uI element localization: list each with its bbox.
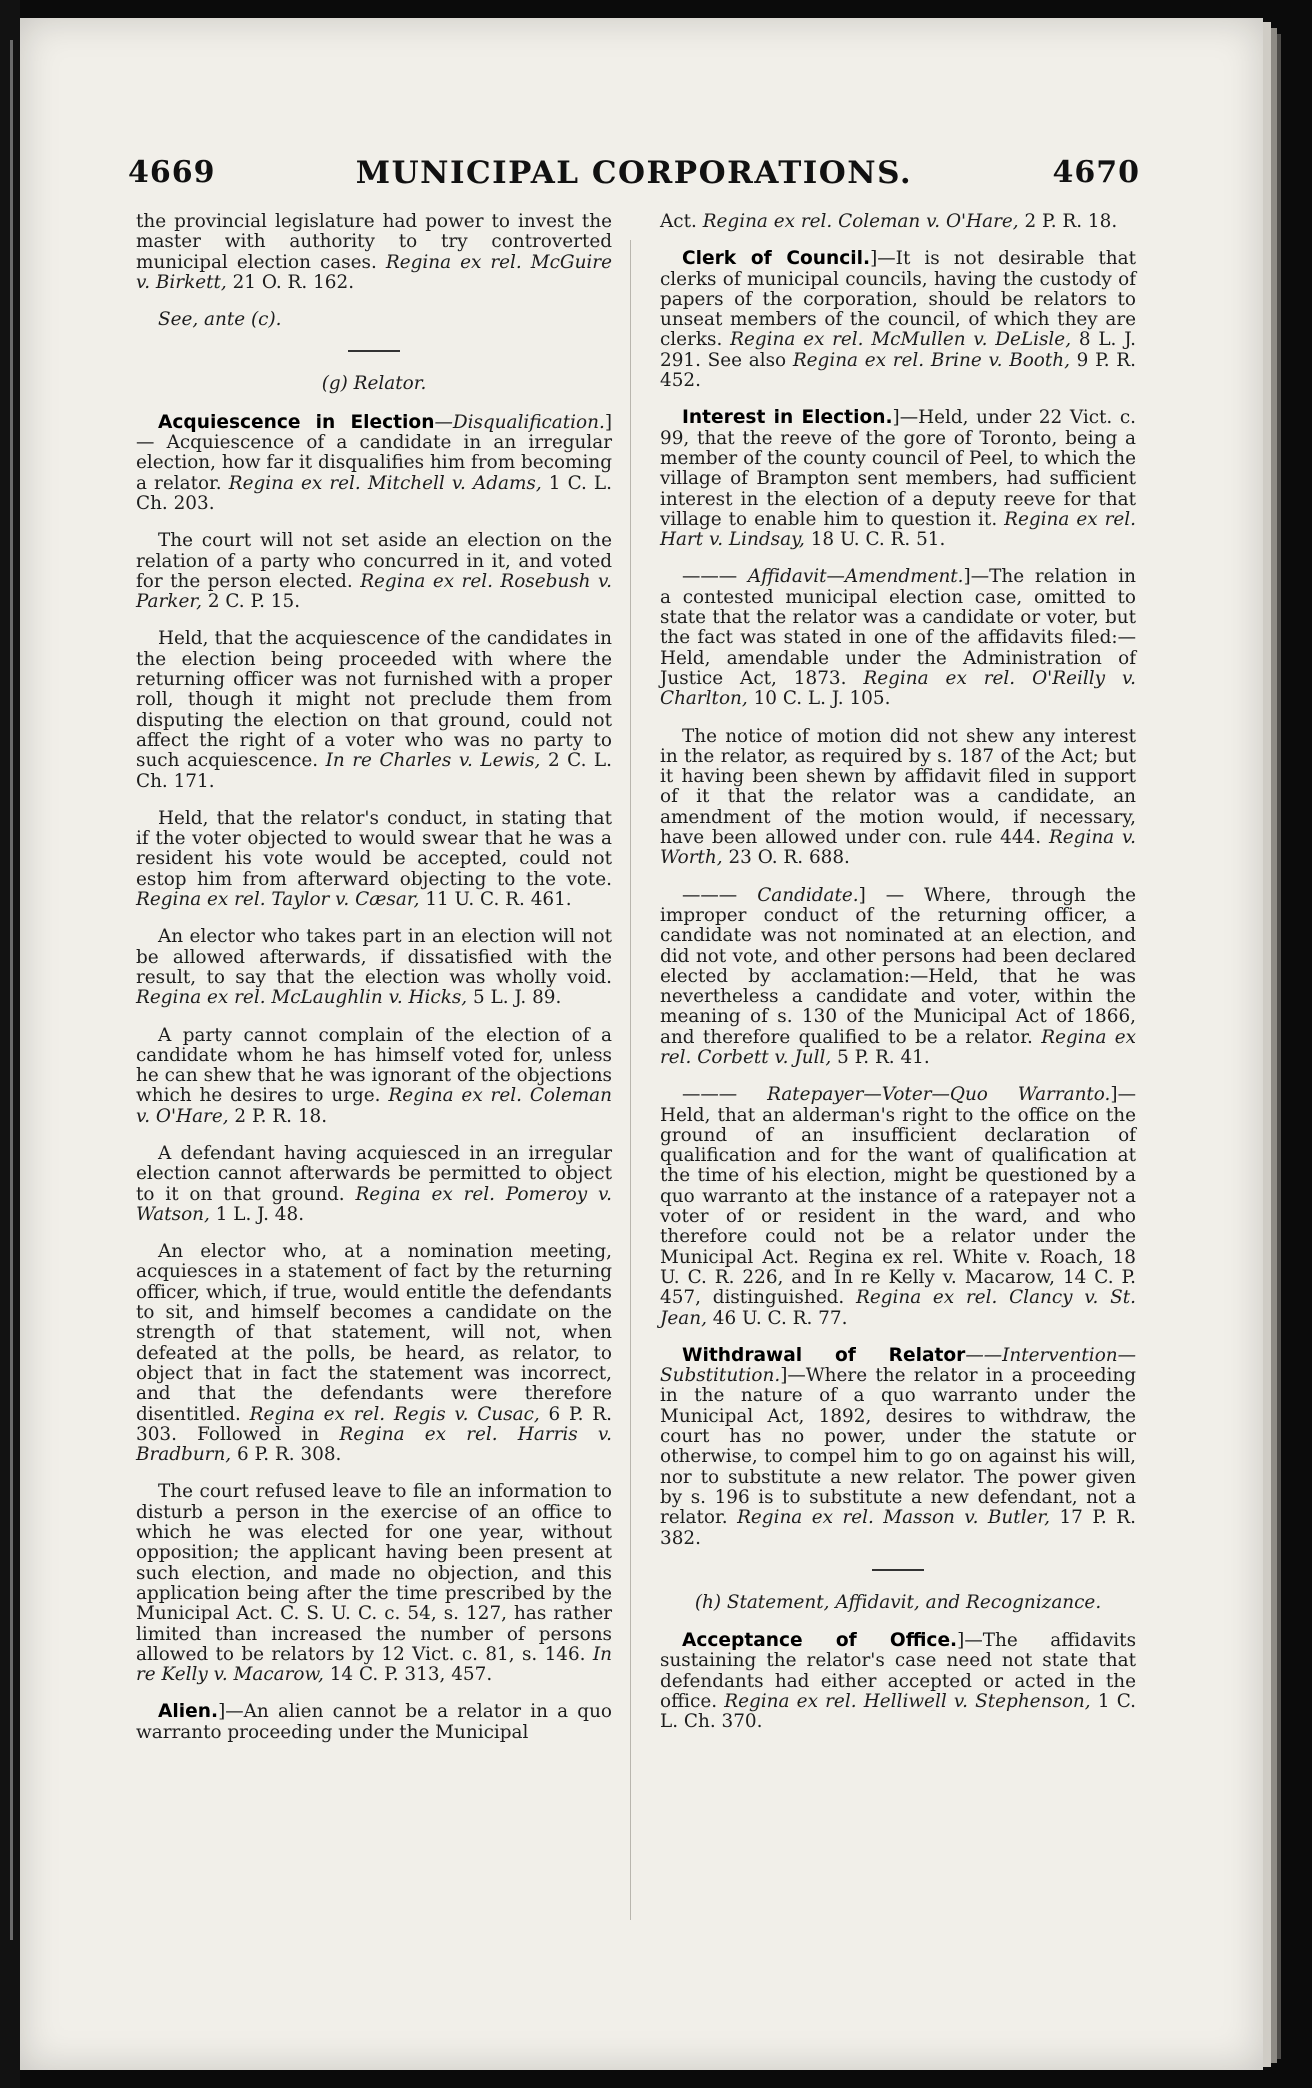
case-citation: Regina ex rel. Coleman v. O'Hare,	[702, 211, 1019, 232]
paragraph: ——— Affidavit—Amendment.]—The relation in a contested municipal election case, omitted to state that the relator was a candidate or voter, but the fact was stated in one of the affidavits filed:—Held, amendable under the Administration of Justice Act, 1873. Regina ex rel. O'Reilly v. Charlton, 10 C. L. J. 105.	[660, 566, 1136, 710]
section-rule	[348, 350, 400, 352]
topic-heading: Alien.	[158, 1701, 219, 1723]
left-page-number: 4669	[128, 155, 216, 190]
page-edge	[1277, 34, 1281, 2059]
case-citation: In re Charles v. Lewis,	[325, 750, 541, 772]
case-citation: Regina ex rel. Brine v. Booth,	[792, 349, 1070, 371]
case-citation: Regina ex rel. Rosebush v. Parker,	[136, 570, 612, 613]
case-citation: In re Kelly v. Macarow,	[136, 1643, 612, 1686]
paragraph: Act. Regina ex rel. Coleman v. O'Hare, 2 P. R. 18.	[660, 211, 1118, 232]
paragraph: The court will not set aside an election on the relation of a party who concurred in it, and voted for the person elected. Regina ex rel. Rosebush v. Parker, 2 C. P. 15.	[136, 530, 612, 613]
subtopic: ——Intervention—Substitution.	[660, 1344, 1136, 1387]
running-title: MUNICIPAL CORPORATIONS.	[355, 155, 913, 191]
paragraph: Held, that the relator's conduct, in stating that if the voter objected to would swear that he was a resident his vote would be accepted, could not estop him from afterward objecting to the vote. Regina ex rel. Taylor v. Cæsar, 11 U. C. R. 461.	[136, 807, 612, 911]
case-citation: Regina ex rel. Masson v. Butler,	[737, 1507, 1051, 1529]
case-citation: Regina ex rel. Taylor v. Cæsar,	[136, 889, 420, 911]
right-page-number: 4670	[1052, 155, 1140, 190]
topic-heading: Acquiescence in Election	[158, 411, 435, 433]
topic-heading: Withdrawal of Relator	[682, 1344, 966, 1366]
paragraph: The court refused leave to file an information to disturb a person in the exercise of an office to which he was elected for one year, without opposition; the applicant having been present at such election, and made no objection, and this application being after the time prescribed by the Municipal Act. C. S. U. C. c. 54, s. 127, has rather limited than increased the number of persons allowed to be relators by 12 Vict. c. 81, s. 146. In re Kelly v. Macarow, 14 C. P. 313, 457.	[136, 1481, 612, 1686]
case-citation: Regina v. Worth,	[660, 827, 1136, 869]
case-citation: Regina ex rel. Clancy v. St. Jean,	[660, 1287, 1136, 1329]
cross-reference: See, ante (c).	[158, 309, 282, 331]
case-citation: Regina ex rel. Pomeroy v. Watson,	[136, 1183, 612, 1225]
paragraph: A party cannot complain of the election of a candidate whom he has himself voted for, unless he can shew that he was ignorant of the objections which he desires to urge. Regina ex rel. Coleman v. O'Hare, 2 P. R. 18.	[136, 1024, 612, 1127]
paragraph: Alien.]—An alien cannot be a relator in a quo warranto proceeding under the Municipal	[136, 1701, 612, 1743]
paragraph: Held, that the acquiescence of the candidates in the election being proceeded with where the returning officer was not furnished with a proper roll, though it might not preclude them from disputing the election on that ground, could not affect the right of a voter who was no party to such acquiescence. In re Charles v. Lewis, 2 C. L. Ch. 171.	[136, 628, 612, 792]
left-column	[136, 212, 612, 1760]
topic-heading: Interest in Election.	[682, 407, 893, 429]
paragraph: Clerk of Council.]—It is not desirable that clerks of municipal councils, having the custody of papers of the corporation, should be relators to unseat members of the council, of which they are clerks. Regina ex rel. McMullen v. DeLisle, 8 L. J. 291. See also Regina ex rel. Brine v. Booth, 9 P. R. 452.	[660, 248, 1137, 392]
book-spine	[0, 0, 20, 2088]
case-citation: Regina ex rel. McLaughlin v. Hicks,	[136, 987, 468, 1009]
case-citation: Regina ex rel. Mitchell v. Adams,	[228, 472, 542, 494]
paragraph: A defendant having acquiesced in an irregular election cannot afterwards be permitted to object to it on that ground. Regina ex rel. Pomeroy v. Watson, 1 L. J. 48.	[136, 1142, 612, 1225]
subtopic: Candidate.	[757, 884, 859, 906]
paragraph: Withdrawal of Relator——Intervention—Substitution.]—Where the relator in a proceeding in the nature of a quo warranto under the Municipal Act, 1892, desires to withdraw, the court has no power, under the statute or otherwise, to compel him to go on against his will, nor to substitute a new relator. The power given by s. 196 is to substitute a new defendant, not a relator. Regina ex rel. Masson v. Butler, 17 P. R. 382.	[660, 1344, 1136, 1549]
paragraph: the provincial legislature had power to invest the master with authority to try controverted municipal election cases. Regina ex rel. McGuire v. Birkett, 21 O. R. 162.	[136, 211, 612, 293]
section-heading: (h) Statement, Affidavit, and Recognizance.	[694, 1591, 1102, 1613]
subtopic: Affidavit—Amendment.	[747, 566, 964, 588]
paragraph: Acceptance of Office.]—The affidavits sustaining the relator's case need not state that defendants had either accepted or acted in the office. Regina ex rel. Helliwell v. Stephenson, 1 C. L. Ch. 370.	[660, 1630, 1137, 1733]
page-header	[128, 155, 1140, 205]
spine-edge	[10, 40, 13, 1940]
topic-heading: Acceptance of Office.	[682, 1630, 958, 1652]
paragraph: Interest in Election.]—Held, under 22 Vict. c. 99, that the reeve of the gore of Toronto, being a member of the county council of Peel, to which the village of Brampton sent members, had sufficient interest in the election of a deputy reeve for that village to enable him to question it. Regina ex rel. Hart v. Lindsay, 18 U. C. R. 51.	[660, 407, 1137, 551]
paragraph: ——— Candidate.] — Where, through the improper conduct of the returning officer, a candidate was not nominated at an election, and did not vote, and other persons had been declared elected by acclamation:—Held, that he was nevertheless a candidate and voter, within the meaning of s. 130 of the Municipal Act of 1866, and therefore qualified to be a relator. Regina ex rel. Corbett v. Jull, 5 P. R. 41.	[660, 884, 1136, 1068]
paragraph: Acquiescence in Election—Disqualification.] — Acquiescence of a candidate in an irregular election, how far it disqualifies him from becoming a relator. Regina ex rel. Mitchell v. Adams, 1 C. L. Ch. 203.	[136, 411, 612, 514]
topic-heading: Clerk of Council.	[682, 248, 871, 270]
paragraph: An elector who takes part in an election will not be allowed afterwards, if dissatisfied with the result, to say that the election was wholly void. Regina ex rel. McLaughlin v. Hicks, 5 L. J. 89.	[136, 926, 612, 1009]
case-citation: Regina ex rel. Helliwell v. Stephenson,	[724, 1691, 1091, 1712]
page-edge	[1263, 22, 1271, 2067]
case-citation: Regina ex rel. Corbett v. Jull,	[660, 1026, 1136, 1068]
case-citation: Regina ex rel. Regis v. Cusac,	[249, 1403, 540, 1425]
paragraph: An elector who, at a nomination meeting, acquiesces in a statement of fact by the returning officer, which, if true, would entitle the defendants to sit, and himself becomes a candidate on the strength of that statement, will not, when defeated at the polls, be heard, as relator, to object that in fact the statement was incorrect, and that the defendants were therefore disentitled. Regina ex rel. Regis v. Cusac, 6 P. R. 303. Followed in Regina ex rel. Harris v. Bradburn, 6 P. R. 308.	[136, 1241, 612, 1466]
paragraph: The notice of motion did not shew any interest in the relator, as required by s. 187 of the Act; but it having been shewn by affidavit filed in support of it that the relator was a candidate, an amendment of the motion would, if necessary, have been allowed under con. rule 444. Regina v. Worth, 23 O. R. 688.	[660, 725, 1136, 869]
column-divider	[630, 240, 631, 1920]
subtopic: Ratepayer—Voter—Quo Warranto.	[767, 1084, 1111, 1106]
case-citation: Regina ex rel. O'Reilly v. Charlton,	[660, 667, 1136, 710]
case-citation: Regina ex rel. McMullen v. DeLisle,	[730, 329, 1072, 351]
paragraph: ——— Ratepayer—Voter—Quo Warranto.]—Held, that an alderman's right to the office on the ground of an insufficient declaration of qualification and for the want of qualification at the time of his election, might be questioned by a quo warranto at the instance of a ratepayer not a voter of or resident in the ward, and who therefore could not be a relator under the Municipal Act. Regina ex rel. White v. Roach, 18 U. C. R. 226, and In re Kelly v. Macarow, 14 C. P. 457, distinguished. Regina ex rel. Clancy v. St. Jean, 46 U. C. R. 77.	[660, 1084, 1136, 1329]
case-citation: Regina ex rel. Harris v. Bradburn,	[136, 1423, 612, 1466]
case-citation: Regina ex rel. Hart v. Lindsay,	[660, 508, 1137, 551]
section-rule	[872, 1569, 924, 1571]
section-heading: (g) Relator.	[321, 373, 427, 395]
right-column	[660, 212, 1136, 1750]
subtopic: —Disqualification.	[434, 411, 605, 433]
case-citation: Regina ex rel. Coleman v. O'Hare,	[136, 1085, 612, 1127]
case-citation: Regina ex rel. McGuire v. Birkett,	[136, 251, 612, 293]
